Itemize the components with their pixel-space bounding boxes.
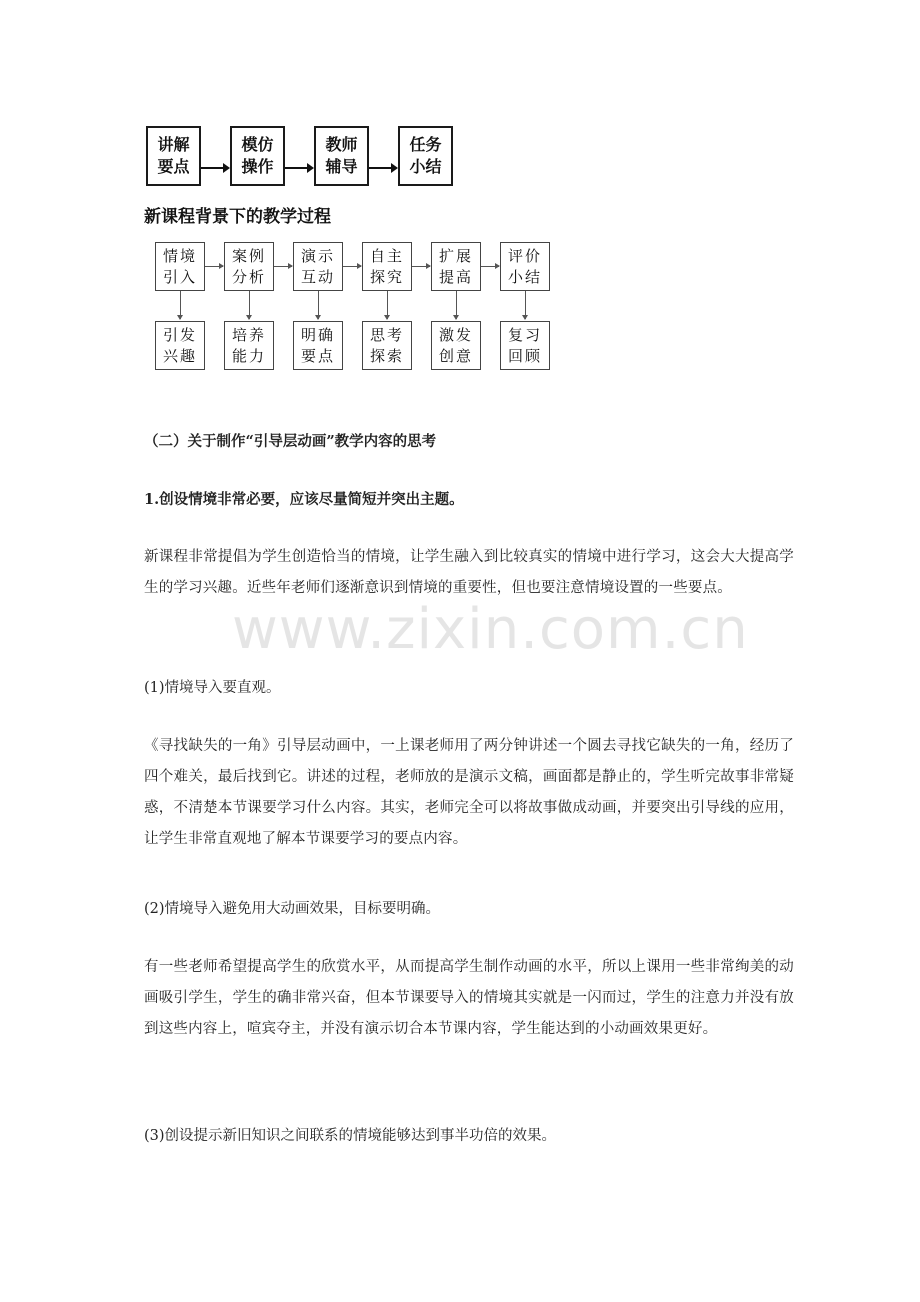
box-line: 创意 [438, 346, 473, 365]
flow-box-line: 教师 [325, 135, 358, 154]
process-box-bottom-4 [362, 321, 412, 370]
flow-box-2 [230, 126, 285, 186]
box-line: 评价 [507, 246, 542, 265]
process-box-bottom-5 [431, 321, 481, 370]
arrow-right-icon [412, 266, 430, 267]
box-line: 激发 [438, 325, 473, 344]
box-line: 回顾 [507, 346, 542, 365]
subheading: (1)情境导入要直观。 [144, 680, 281, 696]
arrow-right-icon [201, 167, 228, 169]
subheading: (3)创设提示新旧知识之间联系的情境能够达到事半功倍的效果。 [144, 1128, 557, 1144]
box-line: 探索 [369, 346, 404, 365]
box-line: 扩展 [438, 246, 473, 265]
process-box-top-5 [431, 242, 481, 291]
process-box-top-6 [500, 242, 550, 291]
process-box-top-4 [362, 242, 412, 291]
box-line: 互动 [300, 267, 335, 286]
box-line: 要点 [300, 346, 335, 365]
box-line: 培养 [231, 325, 266, 344]
arrow-right-icon [274, 266, 292, 267]
flow-box-line: 任务 [409, 135, 442, 154]
box-line: 情境 [162, 246, 197, 265]
flow-box-line: 操作 [241, 157, 274, 176]
flow-box-3 [314, 126, 369, 186]
watermark: www.zixin.com.cn [232, 597, 749, 662]
arrow-right-icon [205, 266, 223, 267]
process-box-bottom-3 [293, 321, 343, 370]
arrow-down-icon [249, 291, 250, 319]
flow-box-line: 讲解 [157, 135, 190, 154]
box-line: 明确 [300, 325, 335, 344]
process-box-top-1 [155, 242, 205, 291]
arrow-right-icon [343, 266, 361, 267]
process-box-top-2 [224, 242, 274, 291]
subheading: (2)情境导入避免用大动画效果，目标要明确。 [144, 901, 441, 917]
box-line: 分析 [231, 267, 266, 286]
box-line: 小结 [507, 267, 542, 286]
paragraph: 新课程非常提倡为学生创造恰当的情境，让学生融入到比较真实的情境中进行学习，这会大大提高学生的学习兴趣。近些年老师们逐渐意识到情境的重要性，但也要注意情境设置的一些要点。 [144, 549, 794, 596]
box-line: 提高 [438, 267, 473, 286]
arrow-down-icon [456, 291, 457, 319]
figure-title: 新课程背景下的教学过程 [144, 207, 331, 227]
box-line: 自主 [369, 246, 404, 265]
flow-box-line: 小结 [409, 157, 442, 176]
process-box-bottom-1 [155, 321, 205, 370]
flow-box-1 [146, 126, 201, 186]
arrow-right-icon [369, 167, 396, 169]
box-line: 思考 [369, 325, 404, 344]
paragraph: 《寻找缺失的一角》引导层动画中，一上课老师用了两分钟讲述一个圆去寻找它缺失的一角，经历了四个难关，最后找到它。讲述的过程，老师放的是演示文稿，画面都是静止的，学生听完故事非常疑惑，不清楚本节课要学习什么内容。其实，老师完全可以将故事做成动画，并要突出引导线的应用，让学生非常直观地了解本节课要学习的要点内容。 [144, 738, 794, 847]
box-line: 兴趣 [162, 346, 197, 365]
arrow-right-icon [285, 167, 312, 169]
arrow-down-icon [318, 291, 319, 319]
box-line: 引入 [162, 267, 197, 286]
paragraph: 有一些老师希望提高学生的欣赏水平，从而提高学生制作动画的水平，所以上课用一些非常绚美的动画吸引学生，学生的确非常兴奋，但本节课要导入的情境其实就是一闪而过，学生的注意力并没有放到这些内容上，喧宾夺主，并没有演示切合本节课内容，学生能达到的小动画效果更好。 [144, 959, 794, 1037]
box-line: 引发 [162, 325, 197, 344]
box-line: 案例 [231, 246, 266, 265]
flow-box-4 [398, 126, 453, 186]
arrow-down-icon [387, 291, 388, 319]
flow-box-line: 辅导 [325, 157, 358, 176]
arrow-right-icon [481, 266, 499, 267]
arrow-down-icon [180, 291, 181, 319]
process-box-top-3 [293, 242, 343, 291]
process-box-bottom-6 [500, 321, 550, 370]
box-line: 演示 [300, 246, 335, 265]
box-line: 能力 [231, 346, 266, 365]
flow-box-line: 要点 [157, 157, 190, 176]
box-line: 探究 [369, 267, 404, 286]
arrow-down-icon [525, 291, 526, 319]
flow-box-line: 模仿 [241, 135, 274, 154]
process-box-bottom-2 [224, 321, 274, 370]
point-heading: 1.创设情境非常必要，应该尽量简短并突出主题。 [144, 491, 464, 508]
box-line: 复习 [507, 325, 542, 344]
section-heading: （二）关于制作“引导层动画”教学内容的思考 [144, 433, 437, 450]
